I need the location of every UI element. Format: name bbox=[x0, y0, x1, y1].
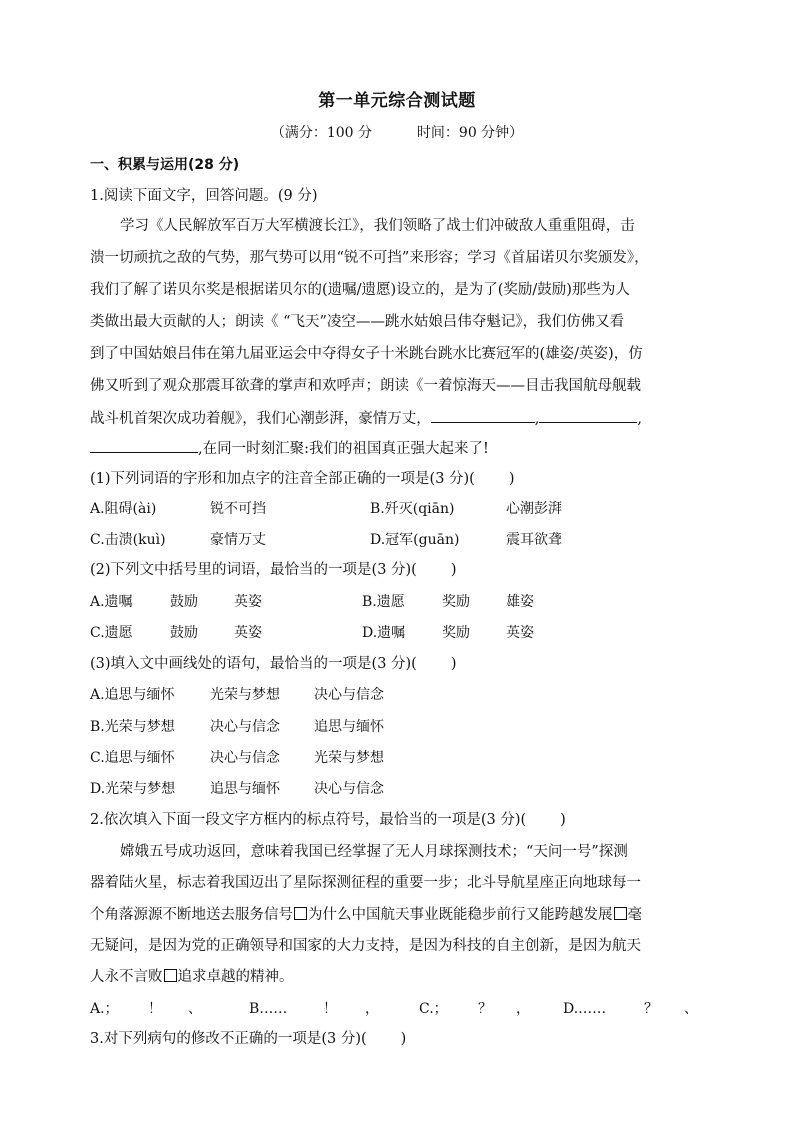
option-b-mark: ， bbox=[365, 1001, 379, 1017]
option-c-mark: ， bbox=[516, 1001, 530, 1017]
section-heading: 一、积累与运用(28 分) bbox=[90, 157, 240, 173]
option-a-phrase: 决心与信念 bbox=[314, 687, 384, 703]
option-d[interactable]: D.光荣与梦想 bbox=[90, 781, 176, 797]
passage-line: 佛又听到了观众那震耳欲聋的掌声和欢呼声；朗读《一着惊海天——目击我国航母舰载 bbox=[90, 378, 641, 394]
sub-question-3 bbox=[90, 654, 457, 674]
passage-line bbox=[90, 905, 642, 925]
passage-text: 追求卓越的精神。 bbox=[177, 969, 294, 985]
passage-line-text: 战斗机首架次成功着舰》，我们心潮彭湃，豪情万丈， bbox=[90, 411, 431, 427]
option-b[interactable]: B.遗愿 bbox=[362, 594, 405, 610]
option-c-word: 英姿 bbox=[234, 625, 262, 641]
exam-info bbox=[0, 122, 794, 142]
passage-line: 学习《人民解放军百万大军横渡长江》，我们领略了战士们冲破敌人重重阻碍，击 bbox=[120, 218, 635, 234]
option-b-mark: ！ bbox=[323, 1001, 337, 1017]
paren-close: ) bbox=[400, 1031, 407, 1047]
punctuation-box-1[interactable] bbox=[294, 907, 307, 920]
sub-question-2-stem: (2)下列文中括号里的词语，最恰当的一项是(3 分)( bbox=[90, 562, 417, 578]
passage-line: 器着陆火星，标志着我国迈出了星际探测征程的重要一步；北斗导航星座正向地球每一 bbox=[90, 875, 641, 891]
passage-line bbox=[90, 967, 294, 987]
passage-line: 到了中国姑娘吕伟在第九届亚运会中夺得女子十米跳台跳水比赛冠军的(雄姿/英姿)，仿 bbox=[90, 346, 643, 362]
sub-question-1-stem: (1)下列词语的字形和加点字的注音全部正确的一项是(3 分)( bbox=[90, 471, 475, 487]
option-c[interactable]: C.遗愿 bbox=[90, 625, 133, 641]
passage-text: 人永不言败 bbox=[90, 969, 163, 985]
option-a[interactable]: A.追思与缅怀 bbox=[90, 687, 175, 703]
option-a-word: 英姿 bbox=[234, 594, 262, 610]
passage-end-text: ,在同一时刻汇聚:我们的祖国真正强大起来了! bbox=[198, 441, 489, 457]
option-d-word: 奖励 bbox=[442, 625, 470, 641]
sub-question-1 bbox=[90, 469, 515, 489]
option-c-word: 鼓励 bbox=[170, 625, 198, 641]
option-d-word: 英姿 bbox=[506, 625, 534, 641]
sub-question-2 bbox=[90, 560, 457, 580]
question-2-stem: 2.依次填入下面一段文字方框内的标点符号，最恰当的一项是(3 分)( bbox=[90, 812, 527, 828]
option-b[interactable]: B…… bbox=[249, 1001, 288, 1017]
option-c-phrase: 光荣与梦想 bbox=[314, 750, 384, 766]
passage-line: 类做出最大贡献的人；朗读《 “飞天”凌空——跳水姑娘吕伟夺魁记》，我们仿佛又看 bbox=[90, 314, 625, 330]
option-b-word: 奖励 bbox=[442, 594, 470, 610]
sub-question-3-stem: (3)填入文中画线处的语句，最恰当的一项是(3 分)( bbox=[90, 656, 417, 672]
option-d-1[interactable]: D.冠军(guān) bbox=[370, 532, 460, 548]
option-a[interactable]: A.遗嘱 bbox=[90, 594, 133, 610]
option-b-phrase: 追思与缅怀 bbox=[314, 719, 384, 735]
passage-text: 为什么中国航天事业既能稳步前行又能跨越发展 bbox=[308, 907, 613, 923]
punctuation-box-2[interactable] bbox=[614, 907, 627, 920]
option-c-phrase: 决心与信念 bbox=[210, 750, 280, 766]
passage-line bbox=[90, 438, 489, 459]
option-a-mark: 、 bbox=[188, 1001, 202, 1017]
option-a-2: 锐不可挡 bbox=[210, 501, 266, 517]
option-c[interactable]: C.； bbox=[419, 1001, 448, 1017]
option-c-1[interactable]: C.击溃(kuì) bbox=[90, 532, 166, 548]
option-c[interactable]: C.追思与缅怀 bbox=[90, 750, 175, 766]
answer-blank-1[interactable] bbox=[431, 408, 535, 423]
paren-close: ) bbox=[450, 656, 457, 672]
option-c-2: 豪情万丈 bbox=[210, 532, 266, 548]
full-score: （满分：100 分 bbox=[270, 125, 372, 141]
passage-line: 战斗机首架次成功着舰》，我们心潮彭湃，豪情万丈， , , bbox=[90, 408, 642, 429]
passage-line: 无疑问，是因为党的正确领导和国家的大力支持，是因为科技的自主创新，是因为航天 bbox=[90, 938, 641, 954]
option-d-phrase: 决心与信念 bbox=[314, 781, 384, 797]
time-limit: 时间：90 分钟） bbox=[416, 125, 524, 141]
answer-blank-3[interactable] bbox=[90, 438, 198, 453]
question-2-stem-line bbox=[90, 810, 566, 830]
option-a-1[interactable]: A.阻碍(ài) bbox=[90, 501, 157, 517]
option-d[interactable]: D.…… bbox=[563, 1001, 607, 1017]
question-1-stem: 1.阅读下面文字，回答问题。(9 分) bbox=[90, 188, 318, 204]
option-d-mark: ？ bbox=[644, 1001, 658, 1017]
option-b[interactable]: B.光荣与梦想 bbox=[90, 719, 175, 735]
punctuation-box-3[interactable] bbox=[164, 969, 177, 982]
passage-text: 个角落源源不断地送去服务信号 bbox=[90, 907, 293, 923]
paren-close: ) bbox=[560, 812, 566, 828]
passage-line: 嫦娥五号成功返回，意味着我国已经掌握了无人月球探测技术；“天问一号”探测 bbox=[120, 844, 628, 860]
page-title: 第一单元综合测试题 bbox=[318, 91, 476, 111]
question-3-stem-line bbox=[90, 1029, 406, 1049]
passage-line: 溃一切顽抗之敌的气势，那气势可以用“锐不可挡”来形容；学习《首届诺贝尔奖颁发》， bbox=[90, 250, 649, 266]
option-a-word: 鼓励 bbox=[170, 594, 198, 610]
option-b-1[interactable]: B.歼灭(qiān) bbox=[370, 501, 455, 517]
option-b-word: 雄姿 bbox=[506, 594, 534, 610]
question-3-stem: 3.对下列病句的修改不正确的一项是(3 分)( bbox=[90, 1031, 367, 1047]
passage-line: 我们了解了诺贝尔奖是根据诺贝尔的(遗嘱/遗愿)设立的，是为了(奖励/鼓励)那些为人 bbox=[90, 282, 630, 298]
option-a-mark: ！ bbox=[148, 1001, 162, 1017]
option-a-phrase: 光荣与梦想 bbox=[210, 687, 280, 703]
option-c-mark: ？ bbox=[478, 1001, 492, 1017]
option-d-mark: 、 bbox=[684, 1001, 698, 1017]
option-a[interactable]: A.； bbox=[90, 1001, 119, 1017]
option-d[interactable]: D.遗嘱 bbox=[362, 625, 406, 641]
option-b-2: 心潮彭湃 bbox=[506, 501, 562, 517]
answer-blank-2[interactable] bbox=[539, 408, 637, 423]
option-d-2: 震耳欲聋 bbox=[506, 532, 562, 548]
passage-text: 毫 bbox=[627, 907, 642, 923]
paren-close: ) bbox=[508, 471, 515, 487]
option-d-phrase: 追思与缅怀 bbox=[210, 781, 280, 797]
option-b-phrase: 决心与信念 bbox=[210, 719, 280, 735]
paren-close: ) bbox=[450, 562, 457, 578]
